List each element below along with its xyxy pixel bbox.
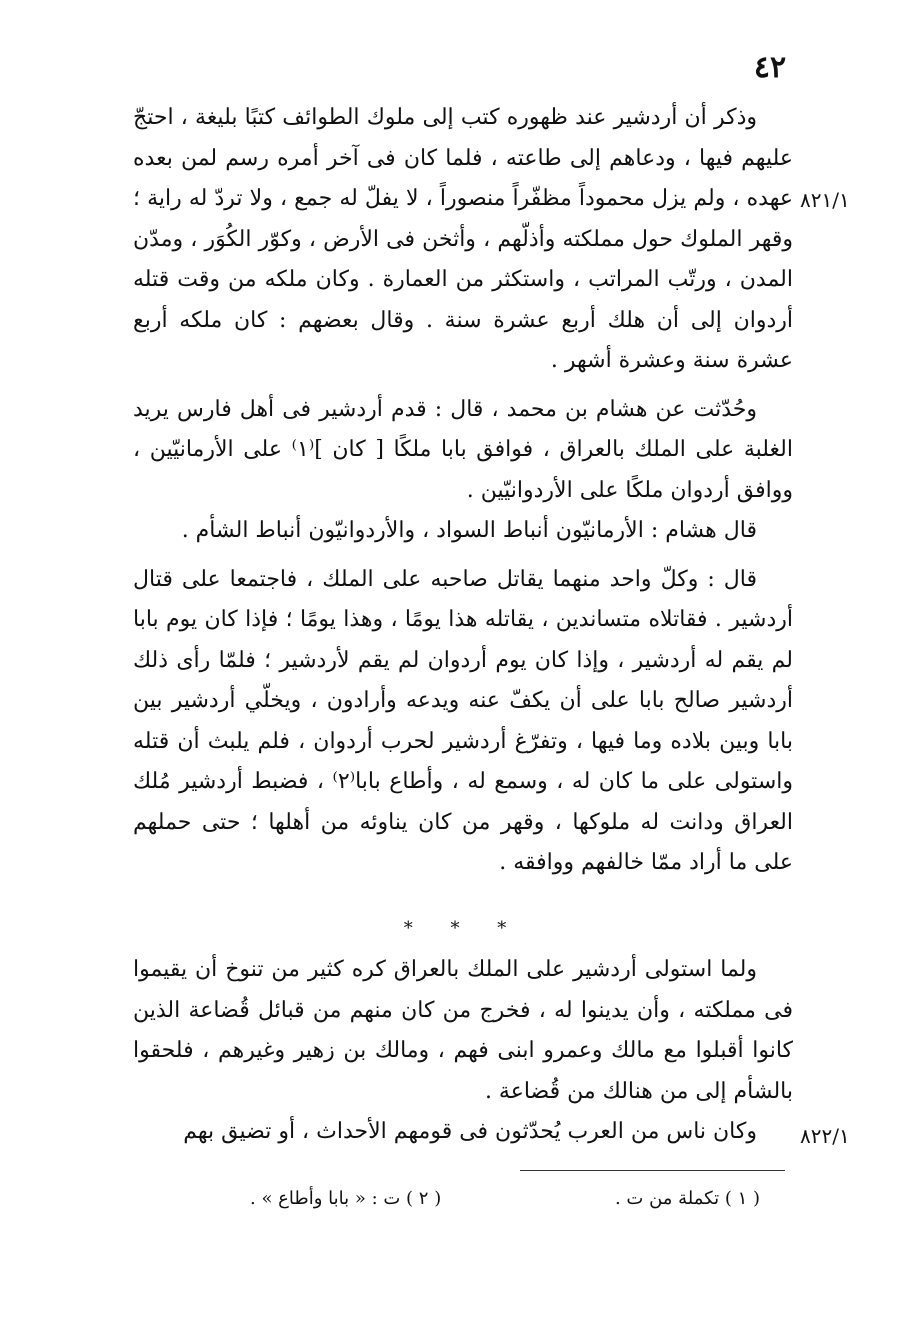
footnote-rule [520,1170,785,1171]
page-number: ٤٢ [753,50,787,85]
footnote-1: ( ١ ) تكملة من ت . [614,1188,760,1209]
main-text-lower [133,950,793,1153]
paragraph-2: وحُدّثت عن هشام بن محمد ، قال : قدم أردشير فى أهل فارس يريد الغلبة على الملك بالعراق ، فوافق بابا ملكًا [ كان ]⁽١⁾ على الأرمانيّين ، ووافق أردوان ملكًا على الأردوانيّين . [133,396,793,503]
main-text-upper [133,98,793,884]
footnote-2: ( ٢ ) ت : « بابا وأطاع » . [250,1188,442,1209]
section-separator: * * * [403,918,523,939]
margin-ref-2: ٨٢٢/١ [800,1124,850,1148]
paragraph-3: قال هشام : الأرمانيّون أنباط السواد ، والأردوانيّون أنباط الشأم . [181,518,757,543]
paragraph-4: قال : وكلّ واحد منهما يقاتل صاحبه على الملك ، فاجتمعا على قتال أردشير . فقاتلاه متساندين ، يقاتله هذا يومًا ، وهذا يومًا ؛ فإذا كان يوم بابا لم يقم له أردشير ، وإذا كان يوم أردوان لم يقم لأردشير ؛ فلمّا رأى ذلك أردشير صالح بابا على أن يكفّ عنه ويدعه وأرادون ، ويخلّي أردشير بين بابا وبين بلاده وما فيها ، وتفرّغ أردشير لحرب أردوان ، فلم يلبث أن قتله واستولى على ما كان له ، وسمع له ، وأطاع بابا⁽٢⁾ ، فضبط أردشير مُلك العراق ودانت له ملوكها ، وقهر من كان يناوئه من أهلها ؛ حتى حملهم على ما أراد ممّا خالفهم ووافقه . [133,566,793,875]
paragraph-1: وذكر أن أردشير عند ظهوره كتب إلى ملوك الطوائف كتبًا بليغة ، احتجّ عليهم فيها ، ودعاهم إلى طاعته ، فلما كان فى آخر أمره رسم لمن بعده عهده ، ولم يزل محموداً مظفّراً منصوراً ، لا يفلّ له جمع ، ولا تردّ له راية ؛ وقهر الملوك حول مملكته وأذلّهم ، وأثخن فى الأرض ، وكوّر الكُوَر ، ومدّن المدن ، ورتّب المراتب ، واستكثر من العمارة . وكان ملكه من وقت قتله أردوان إلى أن هلك أربع عشرة سنة . وقال بعضهم : كان ملكه أربع عشرة سنة وعشرة أشهر . [133,105,793,373]
footnotes [250,1188,760,1209]
paragraph-5: ولما استولى أردشير على الملك بالعراق كره كثير من تنوخ أن يقيموا فى مملكته ، وأن يدينوا له ، فخرج من كان منهم من قبائل قُضاعة الذين كانوا أقبلوا مع مالك وعمرو ابنى فهم ، ومالك بن زهير وغيرهم ، فلحقوا بالشأم إلى من هنالك من قُضاعة . [133,957,793,1104]
margin-ref-1: ٨٢١/١ [800,188,850,212]
paragraph-6: وكان ناس من العرب يُحدّثون فى قومهم الأحداث ، أو تضيق بهم [183,1119,757,1144]
